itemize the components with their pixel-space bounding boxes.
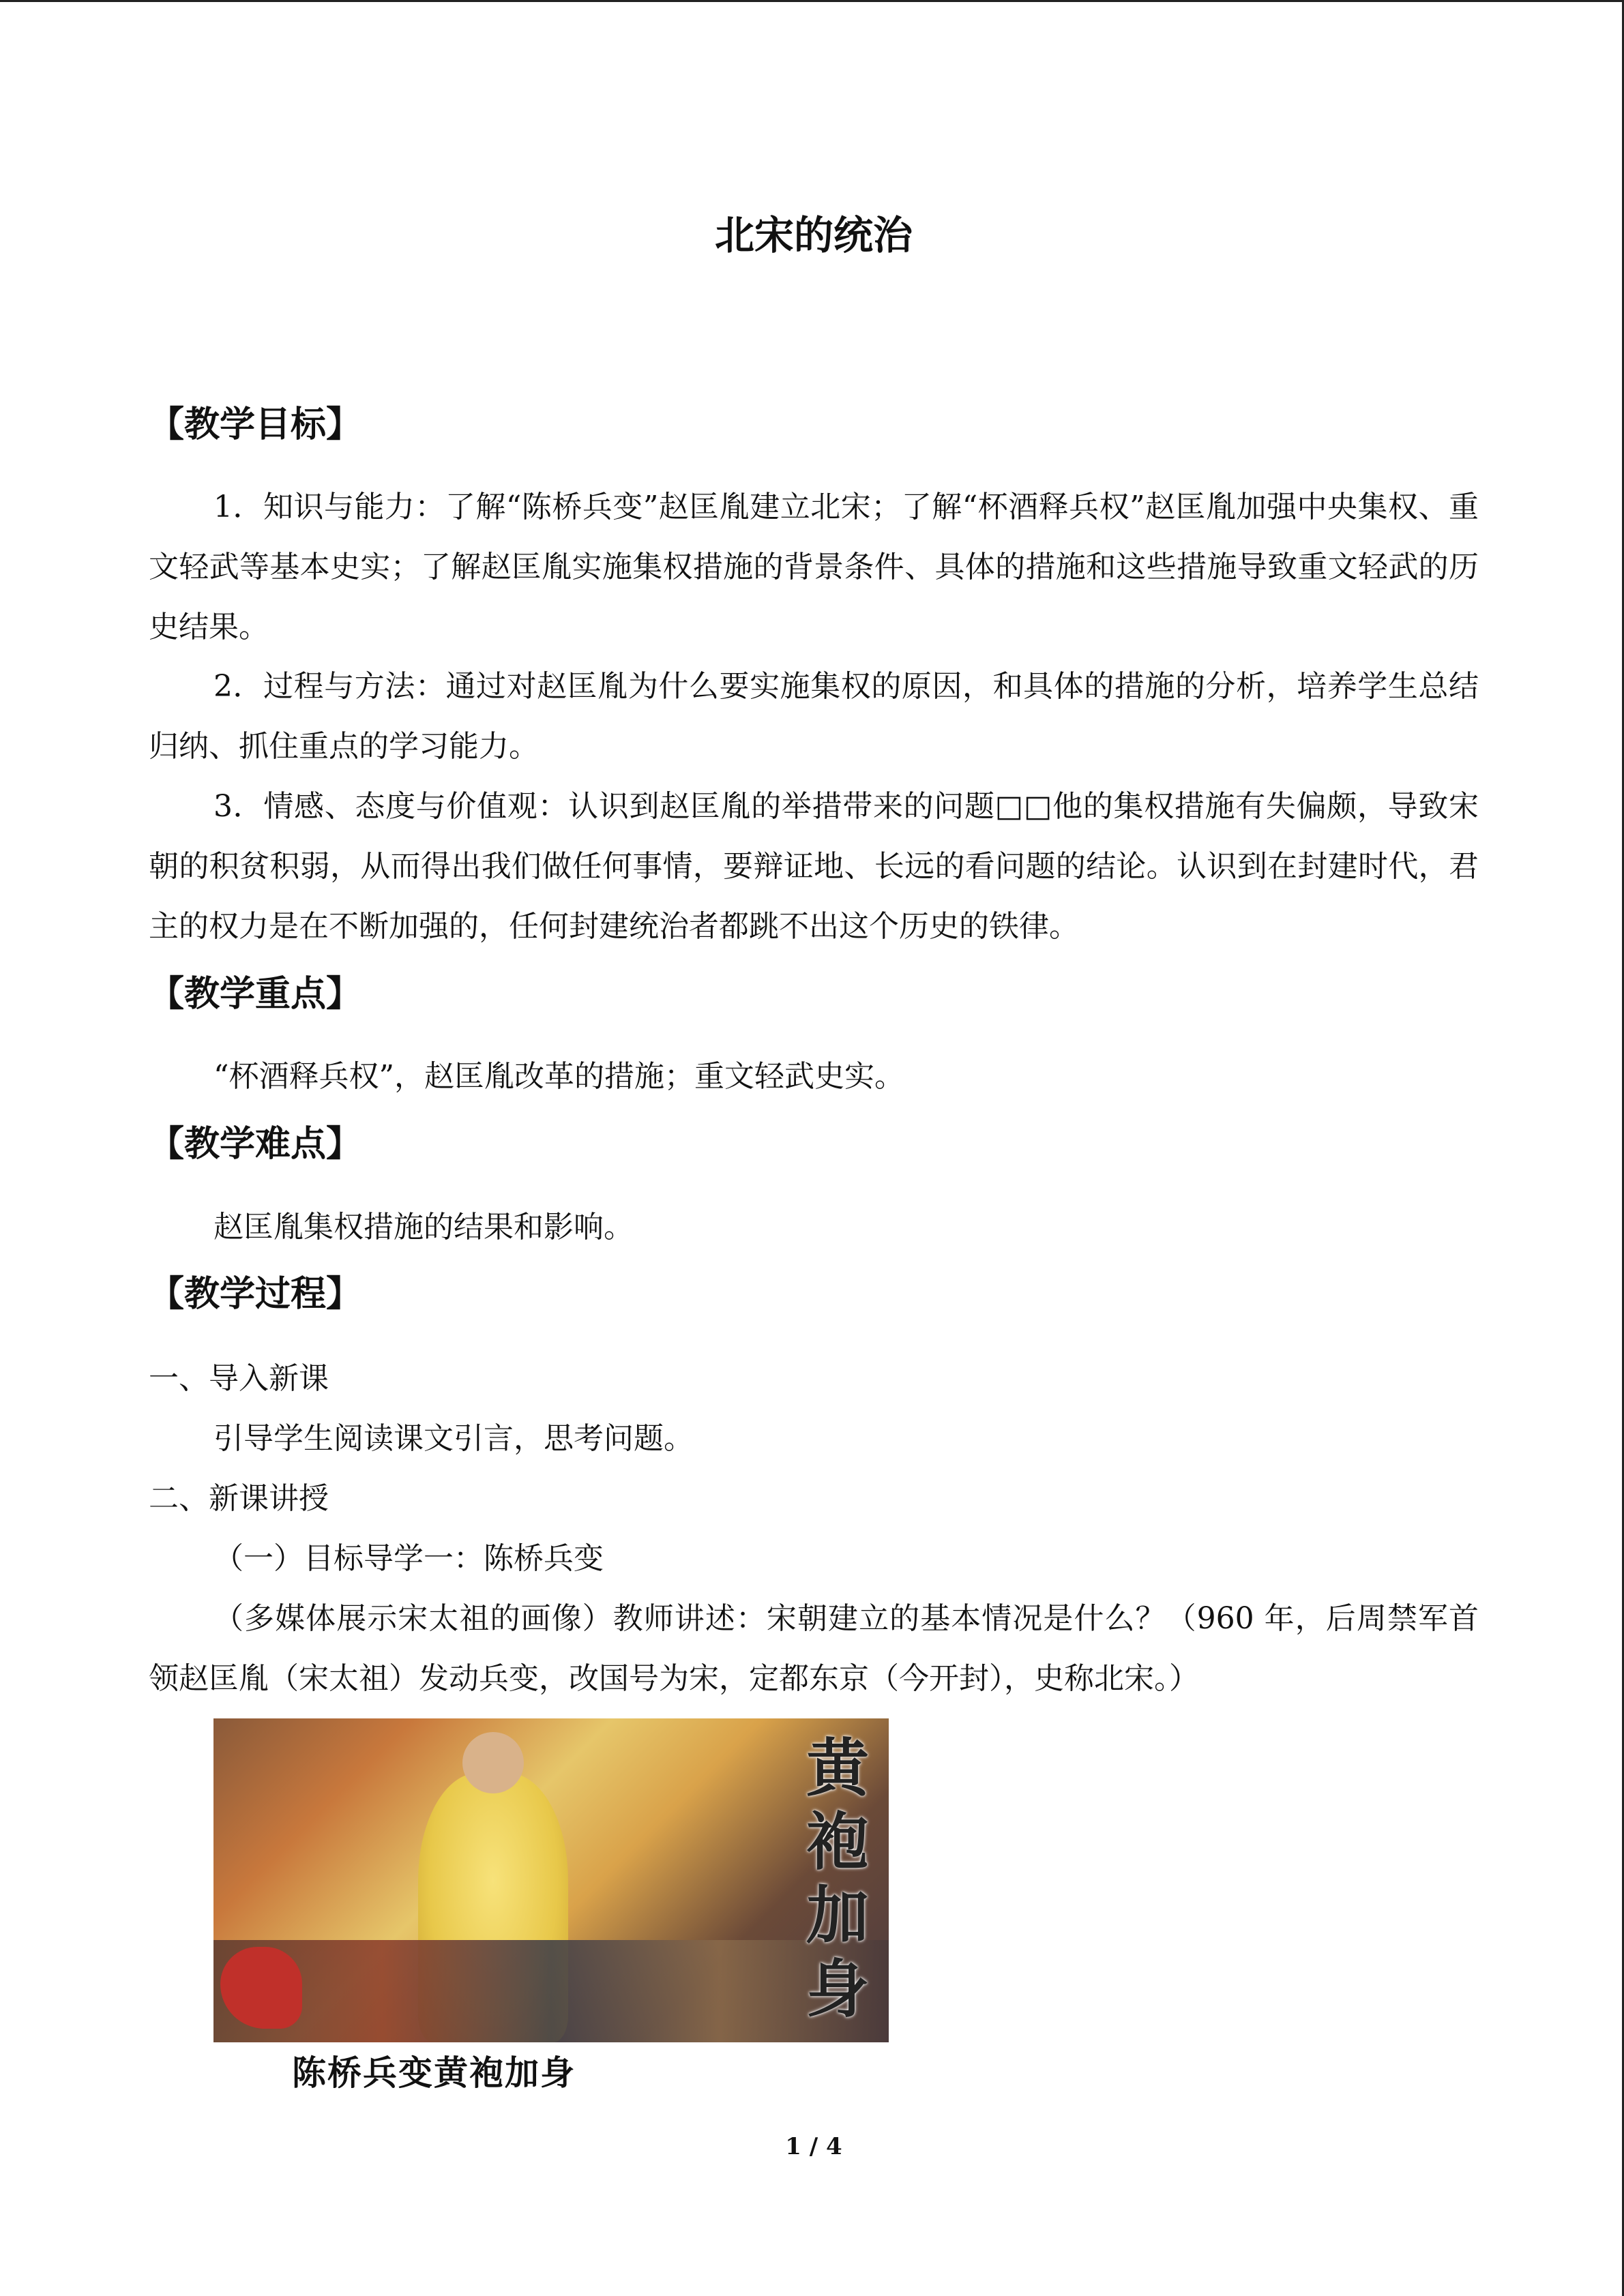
page-number: 1 / 4 (785, 2133, 842, 2160)
image-caption: 陈桥兵变黄袍加身 (292, 2053, 576, 2093)
kneeling-crowd (213, 1940, 889, 2042)
illustration-image (213, 1718, 889, 2042)
heading-process: 【教学过程】 (149, 1274, 362, 1315)
section-intro-text: 引导学生阅读课文引言，思考问题。 (213, 1421, 694, 1456)
top-border (0, 0, 1624, 2)
goal-process: 2．过程与方法：通过对赵匡胤为什么要实施集权的原因，和具体的措施的分析，培养学生总结归纳、抓住重点的学习能力。 (149, 669, 1479, 764)
section-intro: 一、导入新课 (149, 1361, 329, 1396)
heading-teaching-goals: 【教学目标】 (149, 404, 362, 445)
heading-difficulty: 【教学难点】 (149, 1124, 362, 1165)
subsection-chenqiao: （一）目标导学一：陈桥兵变 (213, 1541, 604, 1576)
goal-emotion: 3．情感、态度与价值观：认识到赵匡胤的举措带来的问题□□他的集权措施有失偏颇，导致宋朝的积贫积弱，从而得出我们做任何事情，要辩证地、长远的看问题的结论。认识到在封建时代，君主的权力是在不断加强的，任何封建统治者都跳不出这个历史的铁律。 (149, 789, 1479, 944)
lesson-text: （多媒体展示宋太祖的画像）教师讲述：宋朝建立的基本情况是什么？（960 年，后周禁军首领赵匡胤（宋太祖）发动兵变，改国号为宋，定都东京（今开封），史称北宋。） (149, 1601, 1479, 1696)
page-title: 北宋的统治 (714, 212, 913, 258)
goal-knowledge: 1．知识与能力：了解“陈桥兵变”赵匡胤建立北宋；了解“杯酒释兵权”赵匡胤加强中央集权、重文轻武等基本史实；了解赵匡胤实施集权措施的背景条件、具体的措施和这些措施导致重文轻武的历史结果。 (149, 490, 1479, 644)
heading-key-points: 【教学重点】 (149, 974, 362, 1015)
image-vertical-text: 黄袍加身 (806, 1732, 869, 2026)
difficulty-text: 赵匡胤集权措施的结果和影响。 (213, 1210, 634, 1244)
key-points-text: “杯酒释兵权”，赵匡胤改革的措施；重文轻武史实。 (213, 1059, 904, 1094)
emperor-head (462, 1732, 524, 1793)
section-new-lesson: 二、新课讲授 (149, 1481, 329, 1516)
